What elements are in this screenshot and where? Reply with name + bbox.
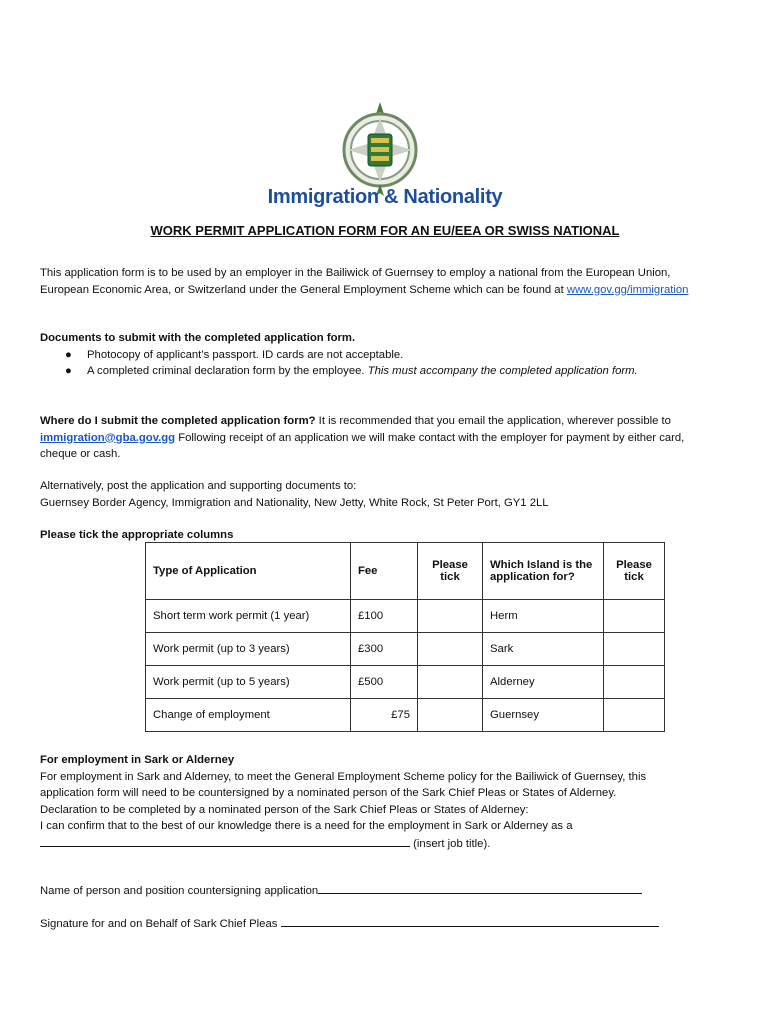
table-row: Work permit (up to 5 years) £500 Alderney	[146, 666, 665, 699]
bullet-icon: ●	[65, 348, 72, 361]
countersign-row	[40, 882, 720, 900]
tick-cell[interactable]	[604, 600, 665, 633]
column-header: Please tick	[418, 543, 483, 600]
table-header-row	[146, 543, 665, 600]
signature-row	[40, 915, 720, 933]
job-title-field[interactable]	[40, 835, 410, 847]
column-header: Which Island is the application for?	[483, 543, 604, 600]
submit-question: Where do I submit the completed application form?	[40, 415, 316, 427]
bullet-icon: ●	[65, 365, 72, 377]
signature-field[interactable]	[281, 915, 659, 927]
email-link[interactable]: immigration@gba.gov.gg	[40, 431, 176, 444]
tick-cell[interactable]	[418, 666, 483, 699]
column-header: Fee	[351, 543, 418, 600]
sark-heading: For employment in Sark or Alderney	[40, 754, 235, 766]
page-title: WORK PERMIT APPLICATION FORM FOR AN EU/EEA OR SWISS NATIONAL	[150, 223, 620, 238]
column-header: Type of Application	[146, 543, 351, 600]
countersign-label: Name of person and position countersigning application	[40, 885, 319, 897]
sark-section: For employment in Sark or Alderney For employment in Sark and Alderney, to meet the General Employment Scheme policy for the Bailiwick of Guernsey, this application form will need to be countersigned by a nominated person of the Sark Chief Pleas or States of Alderney. Declaration to be completed by a nominated person of the Sark Chief Pleas or States of Alderney: I can confirm that to the best of our knowledge there is a need for the employment in Sark or Alderney as a (insert job title).	[40, 752, 720, 852]
address: Guernsey Border Agency, Immigration and Nationality, New Jetty, White Rock, St Peter Port, GY1 2LL	[40, 496, 549, 509]
tick-cell[interactable]	[418, 633, 483, 666]
immigration-logo	[336, 100, 424, 200]
column-header: Please tick	[604, 543, 665, 600]
submit-paragraph: Where do I submit the completed application form? It is recommended that you email the application, wherever possible to immigration@gba.gov.gg Following receipt of an application we will make contact with the employer for payment by either card, cheque or cash.	[40, 415, 685, 460]
intro-text: This application form is to be used by an employer in the Bailiwick of Guernsey to employ a national from the European Union, European Economic Area, or Switzerland under the General Employment Scheme which can be found at	[40, 267, 671, 296]
signature-label: Signature for and on Behalf of Sark Chief Pleas	[40, 918, 281, 930]
intro-paragraph	[40, 265, 720, 298]
list-item: ● Photocopy of applicant’s passport. ID cards are not acceptable.	[40, 347, 720, 364]
documents-heading: Documents to submit with the completed application form.	[40, 332, 356, 344]
table-row: Change of employment £75 Guernsey	[146, 699, 665, 732]
table-row: Work permit (up to 3 years) £300 Sark	[146, 633, 665, 666]
documents-section	[40, 330, 720, 380]
countersign-field[interactable]	[318, 882, 642, 894]
list-item: ● A completed criminal declaration form by the employee. This must accompany the completed application form.	[40, 363, 720, 380]
table-row: Short term work permit (1 year) £100 Herm	[146, 600, 665, 633]
tick-cell[interactable]	[604, 699, 665, 732]
tick-cell[interactable]	[604, 633, 665, 666]
application-table	[145, 542, 665, 732]
tick-cell[interactable]	[418, 600, 483, 633]
website-link[interactable]: www.gov.gg/immigration	[566, 283, 689, 296]
tick-cell[interactable]	[418, 699, 483, 732]
brand-name: Immigration & Nationality	[267, 186, 503, 208]
table-instruction: Please tick the appropriate columns	[40, 529, 234, 541]
tick-cell[interactable]	[604, 666, 665, 699]
post-paragraph: Alternatively, post the application and supporting documents to: Guernsey Border Agency, Immigration and Nationality, New Jetty, White Rock, St Peter Port, GY1 2LL	[40, 478, 720, 511]
